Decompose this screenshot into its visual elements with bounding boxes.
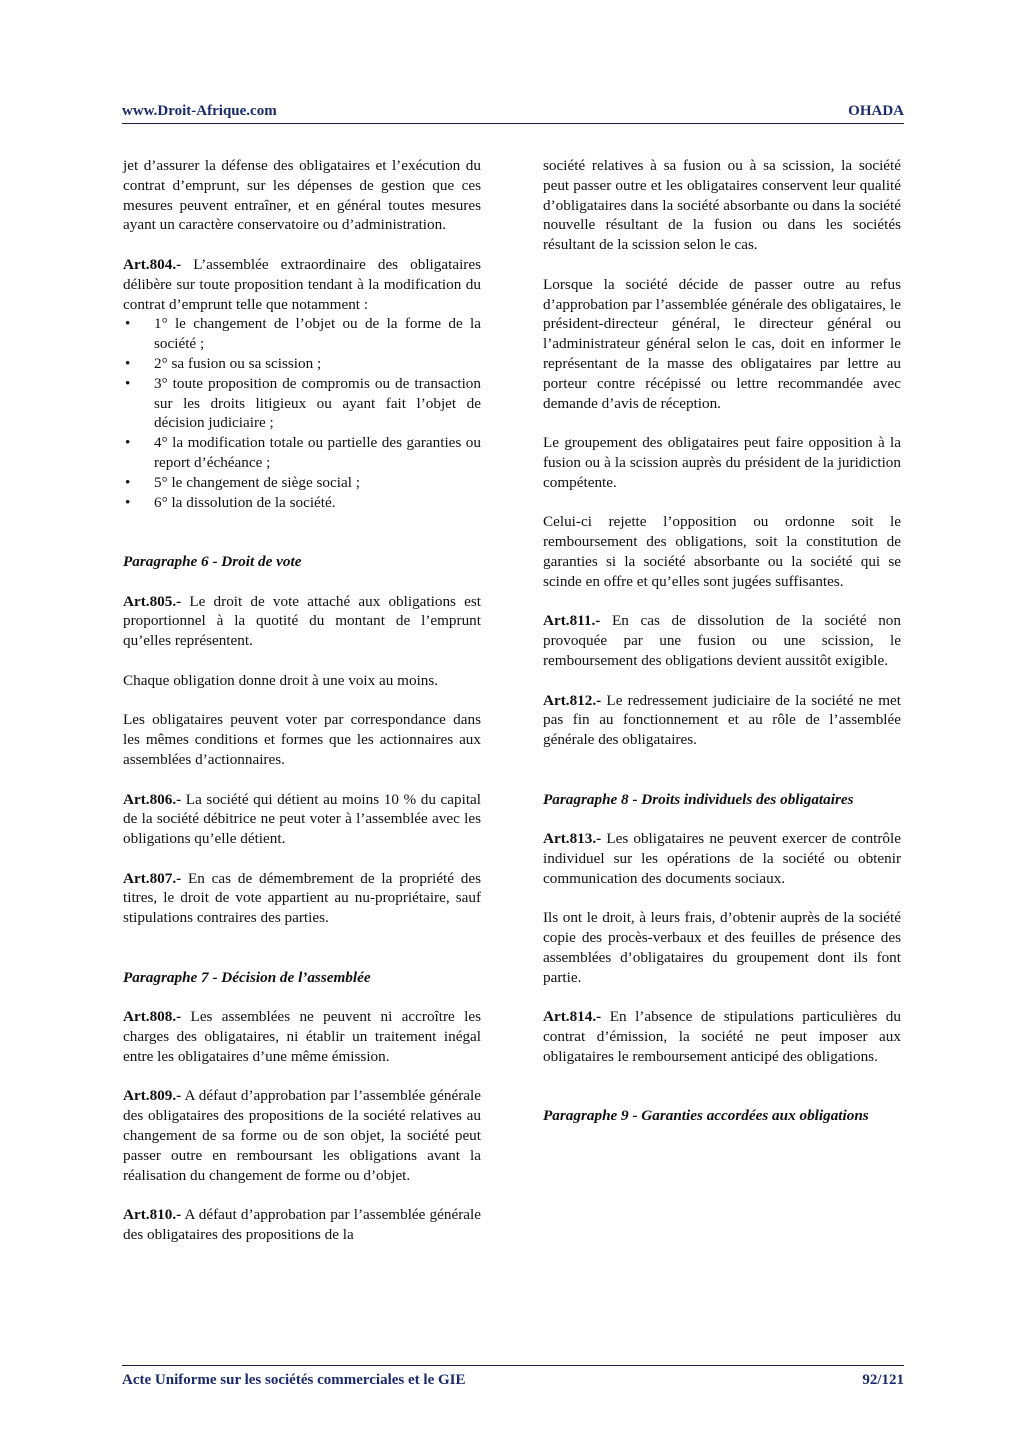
article-809	[123, 1086, 481, 1185]
article-text: A défaut d’approbation par l’assemblée générale des obligataires des propositions de la	[123, 1206, 481, 1244]
paragraph: Chaque obligation donne droit à une voix au moins.	[123, 671, 439, 689]
article-label: Art.804.-	[123, 255, 182, 273]
article-text: Le redressement judiciaire de la société ne met pas fin au fonctionnement et au rôle de l’assemblée générale des obligataires.	[543, 691, 901, 749]
article-text: L’assemblée extraordinaire des obligataires délibère sur toute proposition tendant à la modification du contrat d’emprunt telle que notamment :	[123, 255, 481, 313]
article-text: Le droit de vote attaché aux obligations est proportionnel à la quotité du montant de l’emprunt qu’elles représentent.	[123, 592, 481, 650]
header-org: OHADA	[848, 103, 904, 119]
article-804-list	[123, 314, 481, 512]
article-805	[123, 592, 481, 651]
article-808	[123, 1007, 481, 1066]
article-810	[123, 1205, 481, 1245]
article-811	[543, 611, 901, 670]
article-814	[543, 1007, 901, 1066]
article-label: Art.814.-	[543, 1008, 602, 1026]
page-footer	[122, 1365, 904, 1388]
article-text: En cas de démembrement de la propriété des titres, le droit de vote appartient au nu-propriétaire, sauf stipulations contraires des parties.	[123, 869, 481, 927]
article-813	[543, 829, 901, 888]
article-label: Art.805.-	[123, 592, 182, 610]
page-header	[122, 103, 904, 124]
article-label: Art.807.-	[123, 869, 182, 887]
article-text: Les obligataires ne peuvent exercer de contrôle individuel sur les opérations de la société ou obtenir communication des documents sociaux.	[543, 830, 901, 887]
paragraph: Les obligataires peuvent voter par correspondance dans les mêmes conditions et formes que les actionnaires aux assemblées d’actionnaires.	[123, 711, 481, 768]
section-heading-8: Paragraphe 8 - Droits individuels des obligataires	[543, 790, 854, 808]
left-column	[123, 156, 481, 1265]
article-text: La société qui détient au moins 10 % du capital de la société débitrice ne peut voter à l’assemblée avec les obligations qu’elle détient.	[123, 790, 481, 848]
article-label: Art.812.-	[543, 691, 602, 709]
site-url[interactable]: www.Droit-Afrique.com	[122, 103, 277, 119]
list-item: • 4° la modification totale ou partielle des garanties ou report d’échéance ;	[123, 433, 481, 473]
list-item: • 1° le changement de l’objet ou de la forme de la société ;	[123, 314, 481, 354]
article-806	[123, 790, 481, 849]
list-item: • 6° la dissolution de la société.	[123, 493, 481, 513]
article-text: A défaut d’approbation par l’assemblée générale des obligataires des propositions de la société relatives au changement de sa forme ou de son objet, la société peut passer outre en remboursant les obligations avant la réalisation du changement de forme ou d’objet.	[123, 1087, 481, 1184]
list-item: • 5° le changement de siège social ;	[123, 473, 481, 493]
article-812	[543, 691, 901, 750]
section-heading-9: Paragraphe 9 - Garanties accordées aux obligations	[543, 1107, 869, 1125]
paragraph: jet d’assurer la défense des obligataires et l’exécution du contrat d’emprunt, sur les dépenses de gestion que ces mesures peuvent entraîner, et en général toutes mesures ayant un caractère conservatoire ou d’administration.	[123, 157, 481, 234]
article-label: Art.808.-	[123, 1008, 182, 1026]
section-heading-7: Paragraphe 7 - Décision de l’assemblée	[123, 968, 371, 986]
paragraph: Ils ont le droit, à leurs frais, d’obtenir auprès de la société copie des procès-verbaux et des feuilles de présence des assemblées d’obligataires du groupement dont ils font partie.	[543, 909, 901, 986]
article-label: Art.811.-	[543, 612, 601, 630]
article-label: Art.806.-	[123, 790, 182, 808]
article-label: Art.809.-	[123, 1087, 182, 1105]
list-item: • 3° toute proposition de compromis ou de transaction sur les droits litigieux ou ayant fait l’objet de décision judiciaire ;	[123, 374, 481, 433]
article-label: Art.810.-	[123, 1206, 182, 1224]
article-label: Art.813.-	[543, 830, 602, 848]
paragraph: Lorsque la société décide de passer outre au refus d’approbation par l’assemblée générale des obligataires, le président-directeur général, le directeur général ou l’administrateur général selon le cas, doit en informer le représentant de la masse des obligataires par lettre au porteur contre récépissé ou lettre recommandée avec demande d’avis de réception.	[543, 275, 901, 412]
article-807	[123, 869, 481, 928]
paragraph: Celui-ci rejette l’opposition ou ordonne soit le remboursement des obligations, soit la constitution de garanties si la société absorbante ou la société qui se scinde en offre et qu’elles sont jugées suffisantes.	[543, 513, 901, 590]
paragraph: société relatives à sa fusion ou à sa scission, la société peut passer outre et les obligataires conservent leur qualité d’obligataires dans la société absorbante ou dans la société nouvelle résultant de la fusion ou dans les sociétés résultant de la scission selon le cas.	[543, 157, 901, 254]
right-column	[543, 156, 901, 1146]
page-number: 92/121	[862, 1372, 904, 1388]
list-item: • 2° sa fusion ou sa scission ;	[123, 354, 481, 374]
paragraph: Le groupement des obligataires peut faire opposition à la fusion ou à la scission auprès du président de la juridiction compétente.	[543, 434, 901, 491]
article-text: En l’absence de stipulations particulières du contrat d’émission, la société ne peut imposer aux obligataires le remboursement anticipé des obligations.	[543, 1008, 901, 1065]
section-heading-6: Paragraphe 6 - Droit de vote	[123, 552, 302, 570]
article-text: En cas de dissolution de la société non provoquée par une fusion ou une scission, le remboursement des obligations devient aussitôt exigible.	[543, 612, 901, 669]
article-text: Les assemblées ne peuvent ni accroître les charges des obligataires, ni établir un traitement inégal entre les obligataires d’une même émission.	[123, 1008, 481, 1065]
article-804	[123, 255, 481, 314]
footer-title: Acte Uniforme sur les sociétés commerciales et le GIE	[122, 1372, 466, 1388]
